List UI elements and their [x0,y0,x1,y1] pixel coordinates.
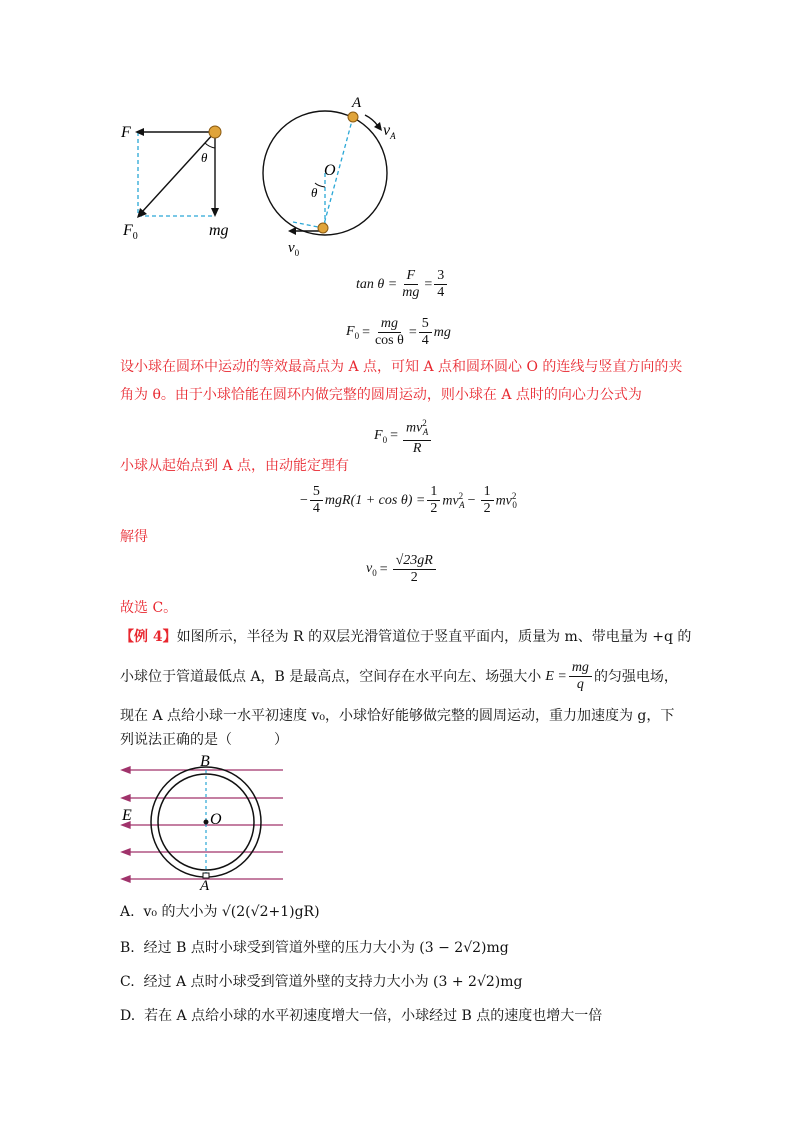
fig3-label-E: E [122,807,132,824]
option-A-key: A. [120,904,135,920]
force-F0-arrow [142,132,215,212]
eq1-eq: = [424,276,433,292]
vA-arrow [365,115,378,126]
force-diagram [115,110,255,245]
eq5-den: 2 [410,570,418,585]
eq1-num2: 3 [434,268,447,285]
eq3-num: $mv^2_A$ [403,415,431,441]
example-E-frac [569,660,592,693]
theta-arc [205,143,215,148]
eq1-den2: 4 [437,285,445,300]
solution-para-1-line-2: 角为 θ。由于小球恰能在圆环内做完整的圆周运动，则小球在 A 点时的向心力公式为 [120,387,642,403]
option-B-text: 经过 B 点时小球受到管道外壁的压力大小为 (3 − 2√2)mg [143,940,509,956]
option-B-key: B. [120,940,135,956]
example-line-2b: 的匀强电场， [593,668,678,685]
example-line-2a: 小球位于管道最低点 A，B 是最高点，空间存在水平向左、场强大小 [120,668,542,685]
option-D-key: D. [120,1008,136,1024]
eq4-mid: mgR(1 + cos θ) = [324,492,426,508]
eq3-eq: = [390,428,398,444]
ball-icon [209,126,221,138]
eq4-sep: − [467,492,476,508]
eq2-lhs: $F_0$ [346,324,360,341]
equation-centripetal [374,415,433,457]
ball-bottom-icon [318,223,328,233]
example-E: E = [545,668,567,684]
force-mg-arrowhead [211,208,219,217]
option-A [120,902,320,922]
example-line-1 [120,627,691,647]
label-vA: $v_A$ [383,122,396,141]
eq4-h2-num: 1 [481,484,494,501]
solution-answer: 故选 C。 [120,600,178,616]
ball-A-icon [348,112,358,122]
eq2-num2: 5 [419,316,432,333]
field-lines [122,767,283,882]
v0-arrowhead [288,227,296,235]
example-line-1-text: 如图所示，半径为 R 的双层光滑管道位于竖直平面内，质量为 m、带电量为 +q 的 [176,629,692,645]
eq1-lhs: tan θ = [356,276,398,292]
eq4-half-2 [481,484,494,517]
solution-para-2: 小球从起始点到 A 点，由动能定理有 [120,458,350,474]
solution-para-1-line-1: 设小球在圆环中运动的等效最高点为 A 点，可知 A 点和圆环圆心 O 的连线与竖直方向的夹 [120,359,683,375]
eq5-lhs: $v_0$ [366,561,377,578]
label-theta-2: θ [311,185,318,200]
eq5-num: √23gR [393,553,436,570]
eq4-half-1 [427,484,440,517]
equation-energy [300,484,517,517]
eq4-frac-num: 5 [310,484,323,501]
example-line-4: 列说法正确的是（ ） [120,732,288,748]
eq4-frac [310,484,323,517]
eq3-frac [403,415,431,457]
fig3-label-A: A [200,878,210,892]
fig3-label-O: O [210,811,222,828]
example-line-3: 现在 A 点给小球一水平初速度 v₀，小球恰好能够做完整的圆周运动，重力加速度为 g，下 [120,708,675,724]
label-A: A [352,95,362,111]
eq4-h2-den: 2 [483,501,491,516]
label-F0: $F_0$ [123,222,138,242]
option-C-text: 经过 A 点时小球受到管道外壁的支持力大小为 (3 + 2√2)mg [143,974,523,990]
example-E-num: mg [569,660,592,677]
eq4-frac-den: 4 [312,501,320,516]
eq4-minus: − [300,492,308,508]
label-O: O [324,162,336,179]
eq1-num1: F [404,268,419,285]
option-A-text: v₀ 的大小为 √(2(√2+1)gR) [143,904,320,920]
eq3-den: R [412,441,422,457]
eq2-tail: mg [433,324,451,340]
eq3-lhs: $F_0$ [374,427,388,445]
option-C [120,972,522,992]
label-theta-1: θ [201,150,208,165]
equation-F0 [346,316,451,349]
eq2-frac2 [419,316,432,349]
eq1-frac2 [434,268,447,301]
ring-diagram [255,95,420,260]
solution-para-3: 解得 [120,529,148,545]
option-B [120,938,509,958]
eq2-num1: mg [378,316,401,333]
option-D [120,1006,602,1026]
equation-v0-result [366,553,438,586]
force-F-arrowhead [135,128,144,136]
option-C-key: C. [120,974,135,990]
eq4-term-1: $mv^2_A$ [442,490,465,511]
example-E-den: q [576,677,584,692]
label-F: F [121,124,131,141]
eq2-frac1 [372,316,407,349]
eq4-h1-num: 1 [427,484,440,501]
eq4-h1-den: 2 [430,501,438,516]
example-tag: 【例 4】 [120,629,177,645]
eq4-term-2: $mv^2_0$ [495,490,517,511]
eq2-den2: 4 [421,333,429,348]
center-dot [204,820,209,825]
eq2-eq2: = [408,324,417,340]
equation-tan-theta [356,268,449,301]
eq2-eq: = [362,324,370,340]
tube-field-diagram [118,752,288,892]
example-line-2 [120,660,678,693]
label-mg: mg [209,222,229,239]
eq1-den1: mg [402,285,420,300]
label-v0: $v_0$ [288,240,300,258]
option-D-text: 若在 A 点给小球的水平初速度增大一倍，小球经过 B 点的速度也增大一倍 [144,1008,603,1024]
fig3-label-B: B [200,753,210,770]
eq5-frac [393,553,436,586]
eq5-eq: = [379,561,388,577]
eq1-frac1 [399,268,422,301]
eq2-den1: cos θ [374,333,404,348]
